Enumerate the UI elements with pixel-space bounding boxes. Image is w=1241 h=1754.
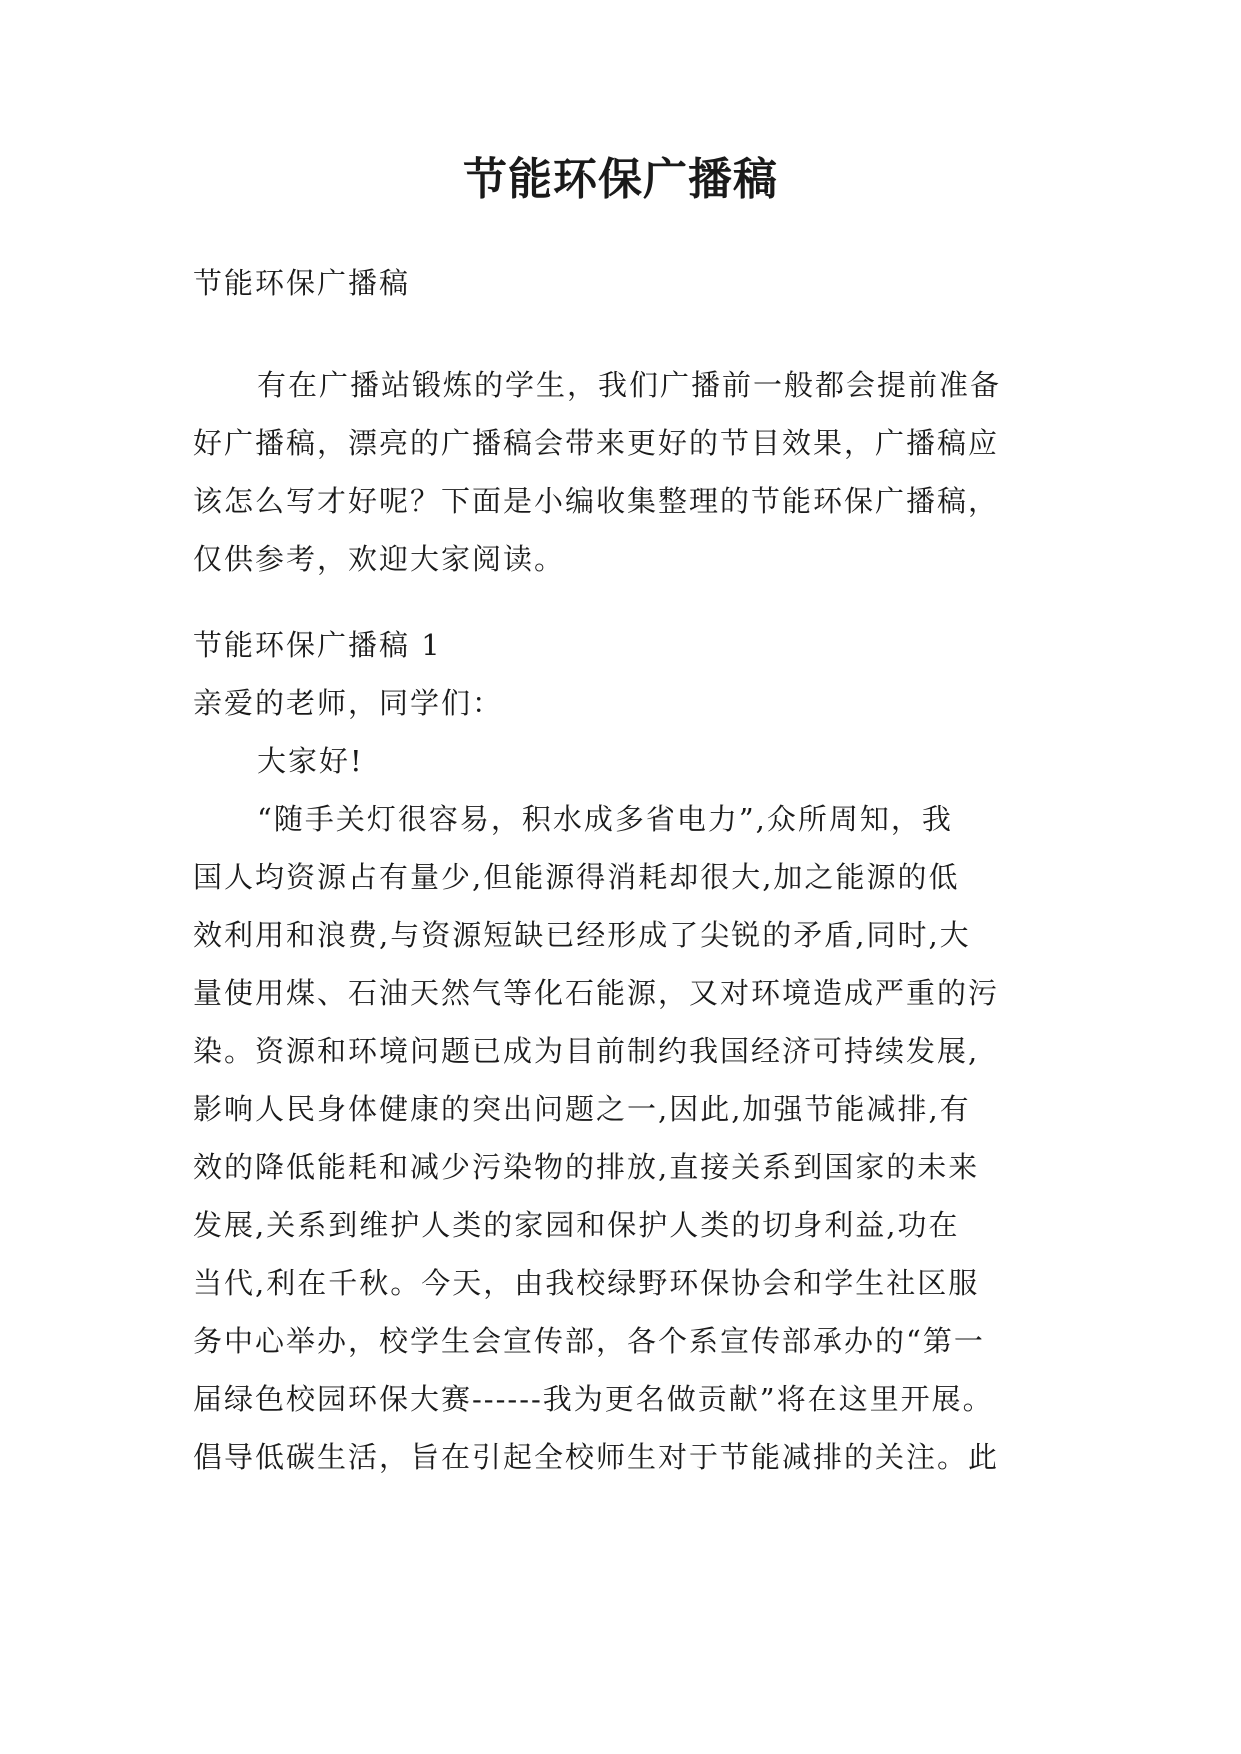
body-line: “随手关灯很容易，积水成多省电力”,众所周知，我 [257,802,953,836]
body-line: 量使用煤、石油天然气等化石能源，又对环境造成严重的污 [193,976,1000,1010]
intro-line: 该怎么写才好呢？下面是小编收集整理的节能环保广播稿， [193,484,1000,518]
body-line: 影响人民身体健康的突出问题之一,因此,加强节能减排,有 [193,1092,971,1126]
body-line: 倡导低碳生活，旨在引起全校师生对于节能减排的关注。此 [193,1440,1000,1474]
intro-line: 好广播稿，漂亮的广播稿会带来更好的节目效果，广播稿应 [193,426,1000,460]
intro-paragraph [193,356,1053,588]
body-line: 当代,利在千秋。今天，由我校绿野环保协会和学生社区服 [193,1266,980,1300]
body-line: 染。资源和环境问题已成为目前制约我国经济可持续发展, [193,1034,980,1068]
body-line: 届绿色校园环保大赛------我为更名做贡献”将在这里开展。 [193,1382,994,1416]
intro-line: 有在广播站锻炼的学生，我们广播前一般都会提前准备 [257,368,1002,402]
body-line: 效利用和浪费,与资源短缺已经形成了尖锐的矛盾,同时,大 [193,918,971,952]
body-line: 效的降低能耗和减少污染物的排放,直接关系到国家的未来 [193,1150,980,1184]
subtitle-line [193,254,1053,312]
body-line: 发展,关系到维护人类的家园和保护人类的切身利益,功在 [193,1208,960,1242]
body-line: 国人均资源占有量少,但能源得消耗却很大,加之能源的低 [193,860,960,894]
document-title: 节能环保广播稿 [463,154,778,205]
body-line: 务中心举办，校学生会宣传部，各个系宣传部承办的“第一 [193,1324,985,1358]
greeting: 大家好! [257,744,364,778]
intro-line: 仅供参考，欢迎大家阅读。 [193,542,566,576]
section-block [193,616,1053,1486]
subtitle-text: 节能环保广播稿 [193,266,411,300]
section-heading: 节能环保广播稿 1 [193,628,442,662]
salutation: 亲爱的老师，同学们： [193,686,504,720]
